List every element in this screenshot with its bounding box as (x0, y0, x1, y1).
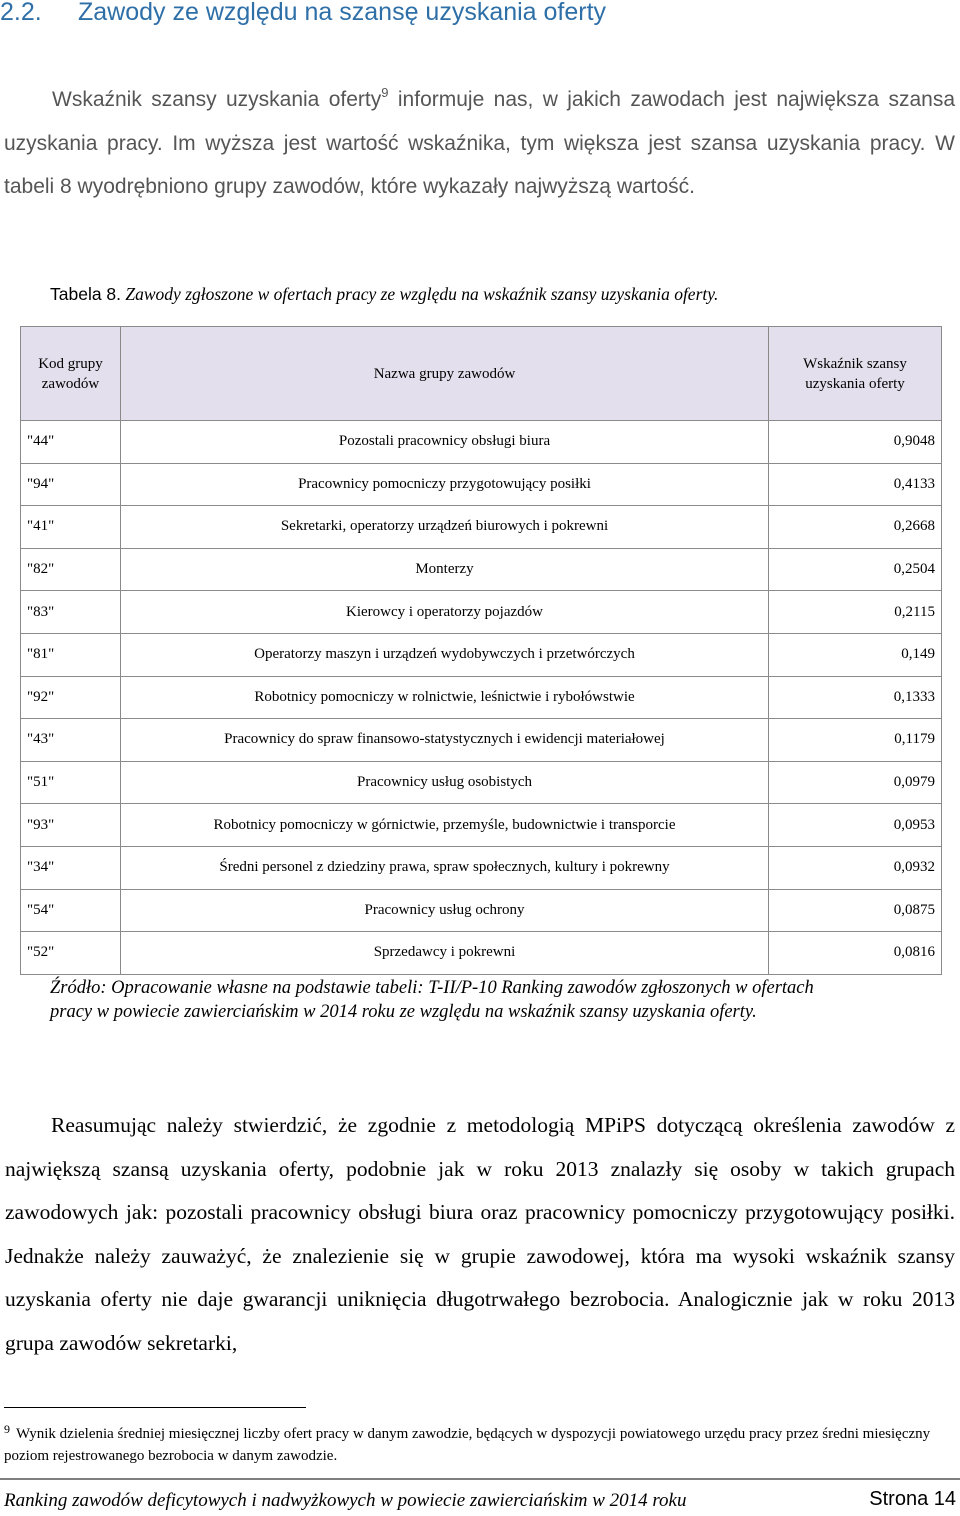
row-code: "44" (21, 421, 121, 464)
header-code-line2: zawodów (41, 375, 100, 392)
row-name: Robotnicy pomocniczy w górnictwie, przemyśle, budownictwie i transporcie (121, 804, 769, 847)
row-name: Pozostali pracownicy obsługi biura (121, 421, 769, 464)
row-value: 0,1333 (769, 676, 942, 719)
page-footer (4, 1488, 956, 1514)
row-name: Pracownicy pomocniczy przygotowujący posiłki (121, 463, 769, 506)
row-code: "92" (21, 676, 121, 719)
row-value: 0,0816 (769, 932, 942, 975)
row-name: Sprzedawcy i pokrewni (121, 932, 769, 975)
row-code: "52" (21, 932, 121, 975)
row-name: Sekretarki, operatorzy urządzeń biurowych i pokrewni (121, 506, 769, 549)
row-code: "34" (21, 846, 121, 889)
row-value: 0,0932 (769, 846, 942, 889)
row-value: 0,9048 (769, 421, 942, 464)
row-code: "83" (21, 591, 121, 634)
row-name: Robotnicy pomocniczy w rolnictwie, leśnictwie i rybołówstwie (121, 676, 769, 719)
table-row (21, 719, 942, 762)
occupations-table (20, 326, 942, 975)
table-body (21, 421, 942, 975)
table-row (21, 633, 942, 676)
table-row (21, 591, 942, 634)
footnote-text: Wynik dzielenia średniej miesięcznej liczby ofert pracy w danym zawodzie, będących w dyspozycji powiatowego urzędu pracy przez średni miesięczny poziom rejestrowanego bezrobocia w danym zawodzie. (4, 1426, 931, 1464)
table-row (21, 932, 942, 975)
table-source (50, 976, 950, 1024)
row-code: "51" (21, 761, 121, 804)
table-row (21, 676, 942, 719)
header-value-line2: uzyskania oferty (805, 375, 905, 392)
footer-running-title: Ranking zawodów deficytowych i nadwyżkowych w powiecie zawierciańskim w 2014 roku (4, 1490, 687, 1511)
intro-paragraph (4, 78, 955, 209)
row-value: 0,2504 (769, 548, 942, 591)
row-value: 0,1179 (769, 719, 942, 762)
row-value: 0,2668 (769, 506, 942, 549)
row-name: Monterzy (121, 548, 769, 591)
row-value: 0,0875 (769, 889, 942, 932)
row-name: Operatorzy maszyn i urządzeń wydobywczych i przetwórczych (121, 633, 769, 676)
intro-text-rest: informuje nas, w jakich zawodach jest największa szansa uzyskania pracy. Im wyższa jest wartość wskaźnika, tym większa jest szansa uzyskania pracy. W tabeli 8 wyodrębniono grupy zawodów, które wykazały najwyższą wartość. (4, 88, 955, 198)
row-code: "41" (21, 506, 121, 549)
table-source-line1: Źródło: Opracowanie własne na podstawie tabeli: T-II/P-10 Ranking zawodów zgłoszonych w ofertach (50, 978, 814, 998)
table-row (21, 761, 942, 804)
table-row (21, 889, 942, 932)
header-value (769, 327, 942, 421)
table-row (21, 804, 942, 847)
row-name: Średni personel z dziedziny prawa, spraw społecznych, kultury i pokrewny (121, 846, 769, 889)
section-title: Zawody ze względu na szansę uzyskania oferty (78, 0, 607, 26)
footnote-reference[interactable]: 9 (381, 85, 389, 100)
footnote-number: 9 (4, 1422, 10, 1436)
row-code: "81" (21, 633, 121, 676)
intro-text-start: Wskaźnik szansy uzyskania oferty (52, 88, 382, 111)
row-code: "82" (21, 548, 121, 591)
table-caption-label: Tabela 8. (50, 284, 122, 304)
table-row (21, 548, 942, 591)
header-value-line1: Wskaźnik szansy (803, 355, 907, 372)
table-row (21, 463, 942, 506)
row-name: Kierowcy i operatorzy pojazdów (121, 591, 769, 634)
row-code: "43" (21, 719, 121, 762)
table-row (21, 506, 942, 549)
footnote-separator (4, 1407, 306, 1408)
row-value: 0,0953 (769, 804, 942, 847)
summary-paragraph: Reasumując należy stwierdzić, że zgodnie z metodologią MPiPS dotyczącą określenia zawodów z największą szansą uzyskania oferty, podobnie jak w roku 2013 znalazły się osoby w takich grupach zawodowych jak: pozostali pracownicy obsługi biura oraz pracownicy pomocniczy przygotowujący posiłki. Jednakże należy zauważyć, że znalezienie się w grupie zawodowej, która ma wysoki wskaźnik szansy uzyskania oferty nie daje gwarancji uniknięcia długotrwałego bezrobocia. Analogicznie jak w roku 2013 grupa zawodów sekretarki, (5, 1113, 955, 1355)
table-row (21, 421, 942, 464)
table-source-line2: pracy w powiecie zawierciańskim w 2014 roku ze względu na wskaźnik szansy uzyskania oferty. (50, 1002, 757, 1022)
header-name: Nazwa grupy zawodów (121, 327, 769, 421)
row-code: "93" (21, 804, 121, 847)
table-caption (50, 284, 718, 305)
section-heading (0, 0, 606, 27)
row-name: Pracownicy usług ochrony (121, 889, 769, 932)
row-name: Pracownicy usług osobistych (121, 761, 769, 804)
page-number: Strona 14 (869, 1488, 956, 1510)
footer-separator (0, 1478, 960, 1480)
row-value: 0,0979 (769, 761, 942, 804)
row-value: 0,149 (769, 633, 942, 676)
row-value: 0,4133 (769, 463, 942, 506)
row-value: 0,2115 (769, 591, 942, 634)
row-code: "94" (21, 463, 121, 506)
row-name: Pracownicy do spraw finansowo-statystycznych i ewidencji materiałowej (121, 719, 769, 762)
table-header-row (21, 327, 942, 421)
section-number: 2.2. (0, 0, 42, 26)
table-caption-text: Zawody zgłoszone w ofertach pracy ze względu na wskaźnik szansy uzyskania oferty. (125, 284, 719, 304)
header-code (21, 327, 121, 421)
footnote (4, 1423, 944, 1467)
row-code: "54" (21, 889, 121, 932)
header-code-line1: Kod grupy (38, 355, 103, 372)
table-row (21, 846, 942, 889)
